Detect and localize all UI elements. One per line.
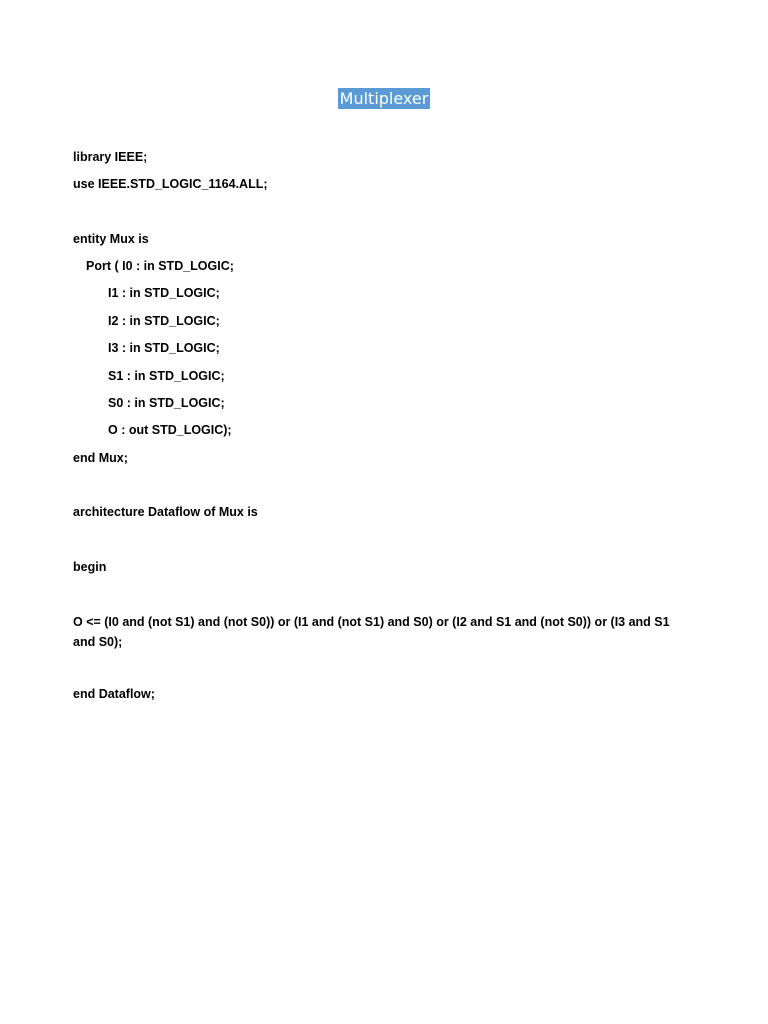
- code-line-end-entity: end Mux;: [73, 451, 128, 465]
- document-title: Multiplexer: [339, 89, 429, 108]
- code-line-use: use IEEE.STD_LOGIC_1164.ALL;: [73, 177, 268, 191]
- code-line-library: library IEEE;: [73, 150, 148, 164]
- code-line-assignment: O <= (I0 and (not S1) and (not S0)) or (I1 and (not S1) and S0) or (I2 and S1 and (not S0)) or (I3 and S1 and S0);: [73, 615, 670, 649]
- code-line-end-architecture: end Dataflow;: [73, 687, 155, 701]
- code-line-architecture: architecture Dataflow of Mux is: [73, 505, 258, 519]
- code-line-port-i0: Port ( I0 : in STD_LOGIC;: [86, 259, 234, 273]
- code-line-entity: entity Mux is: [73, 232, 149, 246]
- code-line-begin: begin: [73, 560, 107, 574]
- code-line-port-s0: S0 : in STD_LOGIC;: [108, 396, 225, 410]
- code-line-port-i2: I2 : in STD_LOGIC;: [108, 314, 220, 328]
- code-line-port-s1: S1 : in STD_LOGIC;: [108, 369, 225, 383]
- title-container: [0, 88, 768, 109]
- code-line-port-i3: I3 : in STD_LOGIC;: [108, 341, 220, 355]
- code-line-port-i1: I1 : in STD_LOGIC;: [108, 286, 220, 300]
- code-line-port-o: O : out STD_LOGIC);: [108, 423, 232, 437]
